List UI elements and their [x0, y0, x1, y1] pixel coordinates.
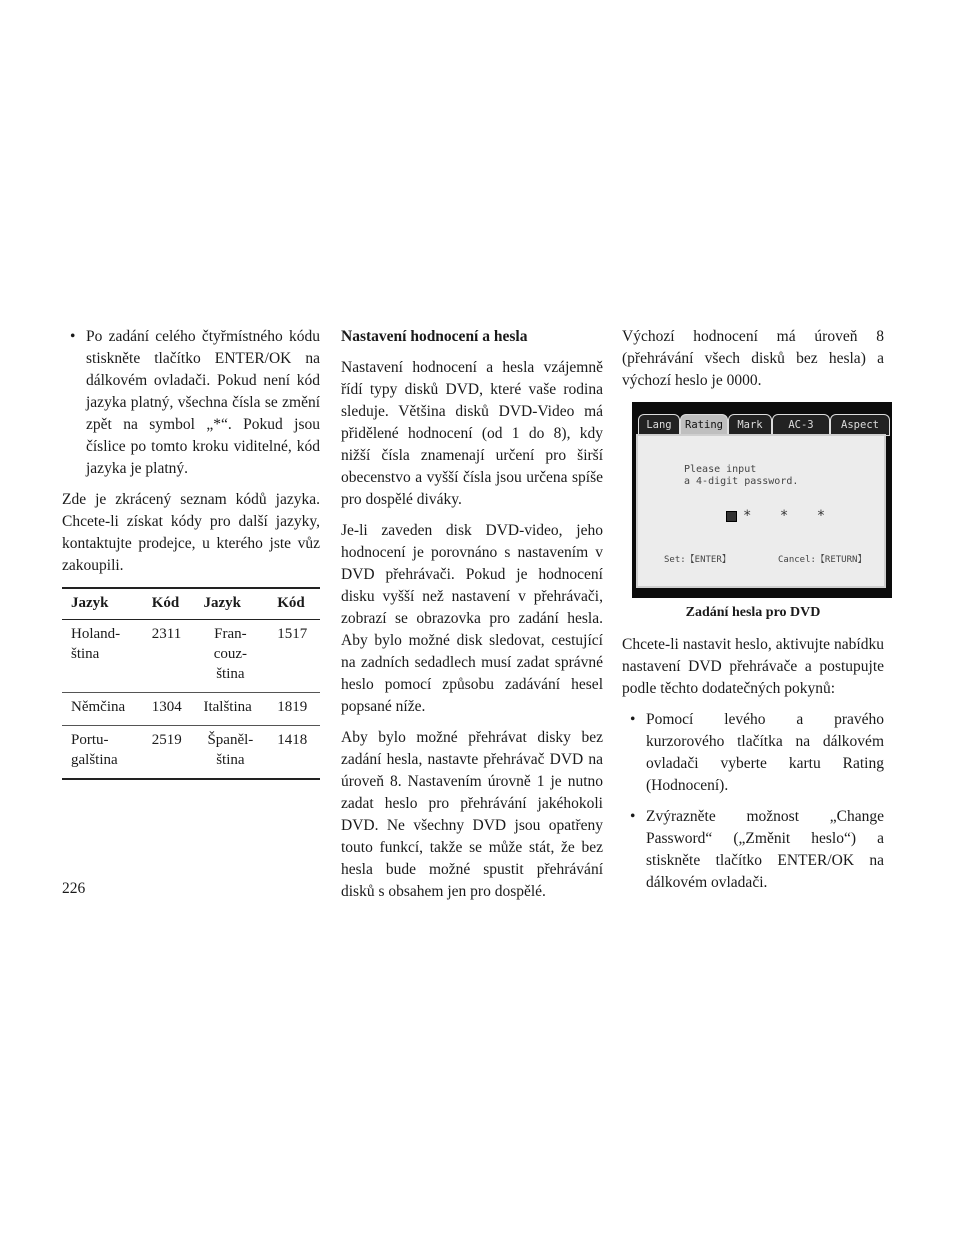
- table-cell: Fran- couz- ština: [194, 620, 268, 693]
- table-body: [62, 620, 320, 780]
- tab-mark: Mark: [728, 414, 772, 436]
- paragraph: Výchozí hodnocení má úroveň 8 (přehrávání všech disků bez hesla) a výchozí heslo je 0000.: [622, 328, 884, 389]
- table-cell: Italština: [194, 693, 268, 726]
- paragraph: Nastavení hodnocení a hesla vzájemně řídí typy disků DVD, které vaše rodina sleduje. Většina disků DVD-Video má přidělené hodnocení (od 1 do 8), kdy nižší čísla znamenají určení pro širší obecenstvo a vyšší čísla jsou určena spíše pro dospělé diváky.: [341, 359, 603, 508]
- bullet-item: [622, 709, 884, 797]
- table-header: Kód: [268, 588, 320, 620]
- paragraph: Chcete-li nastavit heslo, aktivujte nabídku nastavení DVD přehrávače a postupujte podle těchto dodatečných pokynů:: [622, 636, 884, 697]
- dvd-menu-tabs: [632, 414, 892, 434]
- table-row: [62, 620, 320, 693]
- column-left: [62, 326, 320, 780]
- table-cell: Španěl- ština: [194, 726, 268, 780]
- bullet-dot: •: [630, 711, 636, 728]
- password-prompt: [684, 464, 798, 488]
- table-cell: 1819: [268, 693, 320, 726]
- figure-caption: Zadání hesla pro DVD: [685, 605, 821, 620]
- table-row: [62, 726, 320, 780]
- cursor-box: [726, 511, 737, 522]
- table-header: Jazyk: [194, 588, 268, 620]
- table-row: [62, 693, 320, 726]
- set-key-hint: Set:【ENTER】: [664, 555, 731, 565]
- table-cell: Holand- ština: [62, 620, 143, 693]
- bullet-text: Po zadání celého čtyřmístného kódu stiskněte tlačítko ENTER/OK na dálkovém ovladači. Pokud není kód jazyka platný, všechna čísla se změní zpět na symbol „*“. Pokud jsou číslice po tomto kroku viditelné, kód jazyka je platný.: [86, 328, 320, 477]
- paragraph: Aby bylo možné přehrávat disky bez zadání hesla, nastavte přehrávač DVD na úroveň 8. Nastavením úrovně 1 je nutno zadat heslo pro přehrávání jakéhokoli DVD. Ne všechny DVD jsou opatřeny touto funkcí, takže se může stát, že bez hesla bude možné spustit přehrávání disků s obsahem jen pro dospělé.: [341, 729, 603, 900]
- table-header: Jazyk: [62, 588, 143, 620]
- tab-lang: Lang: [638, 414, 680, 436]
- language-code-table: [62, 587, 320, 780]
- bullet-item: [62, 326, 320, 480]
- tab-rating: Rating: [680, 414, 728, 436]
- prompt-line: Please input: [684, 464, 757, 475]
- table-header-row: [62, 588, 320, 620]
- bullet-dot: •: [630, 808, 636, 825]
- section-heading: Nastavení hodnocení a hesla: [341, 328, 528, 345]
- table-cell: 2519: [143, 726, 195, 780]
- bullet-item: [622, 806, 884, 894]
- cancel-key-hint: Cancel:【RETURN】: [778, 555, 867, 565]
- column-right: [622, 326, 884, 903]
- prompt-line: a 4-digit password.: [684, 476, 799, 487]
- page-number: 226: [62, 880, 86, 897]
- paragraph: Je-li zaveden disk DVD-video, jeho hodnocení je porovnáno s nastavením v DVD přehrávači. Pokud je hodnocení disku vyšší než nastavení v přehrávači, zobrazí se obrazovka pro zadání hesla. Aby bylo možné disk sledovat, cestující na zadních sedadlech musí zadat správné heslo pomocí způsobu zadávání hesel popsané níže.: [341, 522, 603, 715]
- column-middle: [341, 326, 603, 912]
- table-cell: 1517: [268, 620, 320, 693]
- password-mask: * * *: [743, 508, 836, 524]
- table-cell: 1418: [268, 726, 320, 780]
- dvd-screen-content: [636, 434, 886, 588]
- tab-aspect: Aspect: [830, 414, 890, 436]
- table-cell: 2311: [143, 620, 195, 693]
- paragraph: Zde je zkrácený seznam kódů jazyka. Chcete-li získat kódy pro další jazyky, kontaktujte prodejce, u kterého jste vůz zakoupili.: [62, 491, 320, 574]
- bullet-dot: •: [70, 328, 76, 345]
- table-header: Kód: [143, 588, 195, 620]
- password-field: [726, 510, 835, 522]
- table-cell: Portu- galština: [62, 726, 143, 780]
- bullet-text: Zvýrazněte možnost „Change Password“ („Změnit heslo“) a stiskněte tlačítko ENTER/OK na dálkovém ovladači.: [646, 808, 884, 891]
- tab-ac3: AC-3: [772, 414, 830, 436]
- dvd-password-screen: [632, 402, 892, 598]
- table-cell: 1304: [143, 693, 195, 726]
- bullet-text: Pomocí levého a pravého kurzorového tlačítka na dálkovém ovladači vyberte kartu Rating (Hodnocení).: [646, 711, 884, 794]
- table-cell: Němčina: [62, 693, 143, 726]
